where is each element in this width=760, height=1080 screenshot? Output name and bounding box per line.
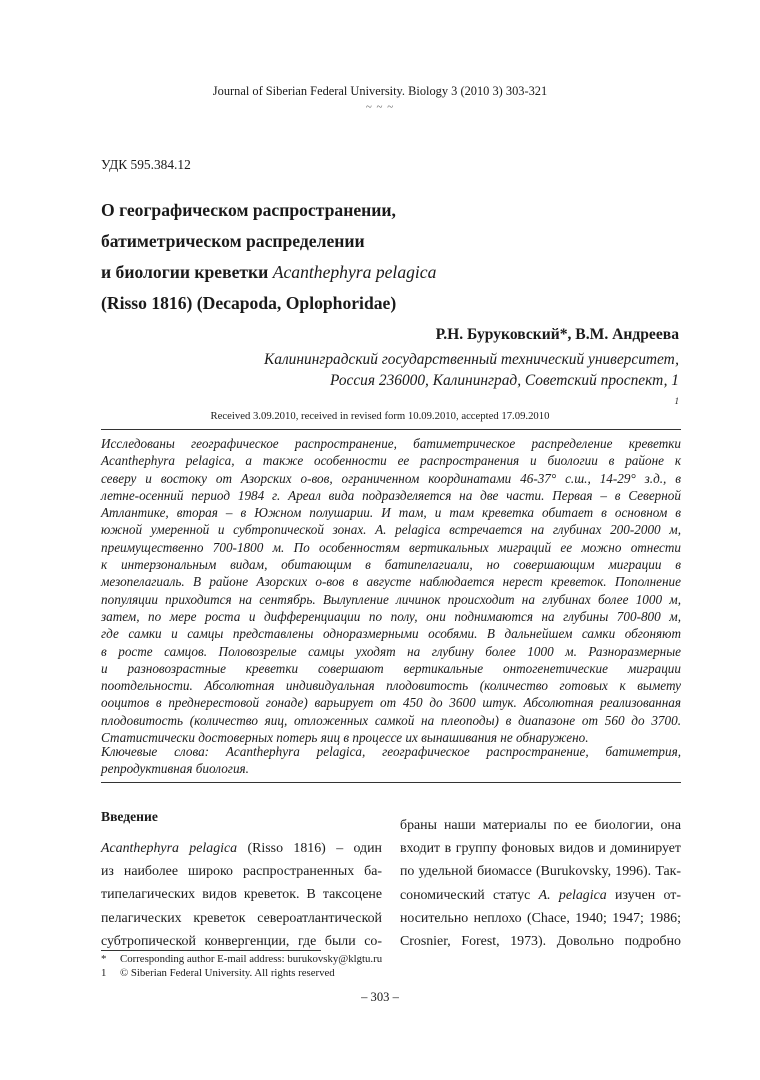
abstract-top-rule xyxy=(101,429,681,430)
affiliation xyxy=(119,349,679,416)
page-number: – 303 – xyxy=(361,990,399,1004)
body-text-line: носительно неплохо (Chace, 1940; 1947; 1986; xyxy=(400,910,681,926)
abstract-line: мезопелагиаль. В районе Азорских о-вов в августе наблюдается нерест креветок. Пополнение xyxy=(101,574,681,590)
abstract-line: плодовитость (количество яиц, отложенных самкой на плеоподы) в диапазоне от 560 до 3700. xyxy=(101,712,681,728)
footnote-text: Corresponding author E-mail address: burukovsky@klgtu.ru xyxy=(120,953,383,965)
abstract-line: летне-осенний период 1984 г. Ареал вида подразделяется на две части. Первая – в Северной xyxy=(101,487,681,503)
affiliation-address: Россия 236000, Калининград, Советский проспект, 1 xyxy=(329,372,679,389)
section-heading-introduction: Введение xyxy=(101,809,158,824)
body-text-line: сономический статус A. pelagica изучен от- xyxy=(400,887,681,903)
abstract-line: поотдельности. Абсолютная индивидуальная плодовитость (количество готовых к вымету xyxy=(101,678,681,694)
footnote-corresponding xyxy=(101,952,382,967)
body-text-line: по удельной биомассе (Burukovsky, 1996). Так- xyxy=(400,864,681,880)
abstract-line: южной умеренной и субтропической зонах. A. pelagica встречается на глубинах 200-2000 м, xyxy=(101,522,681,538)
body-text-line: браны наши материалы по ее биологии, она xyxy=(400,818,681,833)
title-line-1: О географическом распространении, xyxy=(101,200,396,220)
abstract-line: северу и востоку от Азорских о-вов, ограниченном координатами 46-37° с.ш., 14-29° з.д., в xyxy=(101,470,681,486)
abstract xyxy=(101,435,681,746)
title-line-4: (Risso 1816) (Decapoda, Oplophoridae) xyxy=(101,293,397,313)
journal-header: Journal of Siberian Federal University. Biology 3 (2010 3) 303-321 xyxy=(212,84,548,98)
affiliation-footnote-mark: 1 xyxy=(674,396,679,406)
title-line-2: батиметрическом распределении xyxy=(101,231,365,251)
body-text-line: Acanthephyra pelagica (Risso 1816) – один xyxy=(101,841,382,856)
abstract-line: преимущественно 700-1800 м. По особенностям вертикальных миграций ее можно отнести xyxy=(101,539,681,555)
abstract-line: к интерзональным видам, обитающим в батипелагиали, но совершающим миграции в xyxy=(101,557,681,573)
keywords-line: репродуктивная биология. xyxy=(101,761,249,777)
abstract-line: где самки и самцы представлены одноразмерными особями. В дальнейшем самки обгоняют xyxy=(101,626,681,642)
body-column-left xyxy=(101,837,382,953)
title-line-3-plain: и биологии креветки xyxy=(101,262,273,282)
abstract-line: и разновозрастные креветки совершают вертикальные онтогенетические миграции xyxy=(101,660,681,676)
authors: Р.Н. Буруковский*, В.М. Андреева xyxy=(435,326,679,343)
header-ornament: ~ ~ ~ xyxy=(365,101,395,113)
footnote-mark: 1 xyxy=(101,967,107,979)
body-text-line: Crosnier, Forest, 1973). Довольно подробно xyxy=(400,934,681,950)
keywords xyxy=(101,743,681,778)
abstract-bottom-rule xyxy=(101,782,681,783)
footnote-copyright xyxy=(101,966,335,981)
footnote-mark: * xyxy=(101,953,107,965)
abstract-line: Acanthephyra pelagica, а также особенности ее распространения и биологии в районе к xyxy=(101,453,681,469)
article-title xyxy=(101,195,661,319)
affiliation-line-1: Калининградский государственный технический университет, xyxy=(264,351,679,368)
abstract-line: затем, по мере роста и дифференциации по полу, они поднимаются на глубины 700-800 м, xyxy=(101,608,681,624)
udk-code: УДК 595.384.12 xyxy=(101,157,191,172)
abstract-line: Статистически достоверных потерь яиц в процессе их вынашивания не обнаружено. xyxy=(101,730,589,746)
body-text-line: входит в группу фоновых видов и доминирует xyxy=(400,841,681,857)
body-text-line: из наиболее широко распространенных ба- xyxy=(101,864,382,880)
abstract-line: Атлантике, вторая – в Южном полушарии. И там, и там креветка обитает в основном в xyxy=(101,505,681,521)
title-species-name: Acanthephyra pelagica xyxy=(272,262,437,282)
body-text-line: пелагических креветок североатлантической xyxy=(101,910,382,926)
abstract-line: ооцитов в преднерестовой гонаде) варьирует от 450 до 3600 штук. Абсолютная реализованная xyxy=(101,695,681,711)
abstract-line: Исследованы географическое распространение, батиметрическое распределение креветки xyxy=(101,436,681,451)
body-column-right xyxy=(400,814,681,953)
abstract-line: популяции приходится на сентябрь. Вылупление личинок происходит на глубинах более 1000 м, xyxy=(101,591,681,607)
received-dates: Received 3.09.2010, received in revised form 10.09.2010, accepted 17.09.2010 xyxy=(210,410,550,422)
footnote-rule xyxy=(101,950,321,951)
title-line-3 xyxy=(101,257,661,288)
body-text-line: типелагических видов креветок. В таксоцене xyxy=(101,887,382,903)
keywords-line: Ключевые слова: Acanthephyra pelagica, географическое распространение, батиметрия, xyxy=(101,744,681,759)
abstract-line: в росте самцов. Половозрелые самцы уходят на глубину более 1000 м. Разноразмерные xyxy=(101,643,681,659)
body-text-line: субтропической конвергенции, где были со- xyxy=(101,933,382,949)
footnote-text: © Siberian Federal University. All rights reserved xyxy=(120,967,335,979)
